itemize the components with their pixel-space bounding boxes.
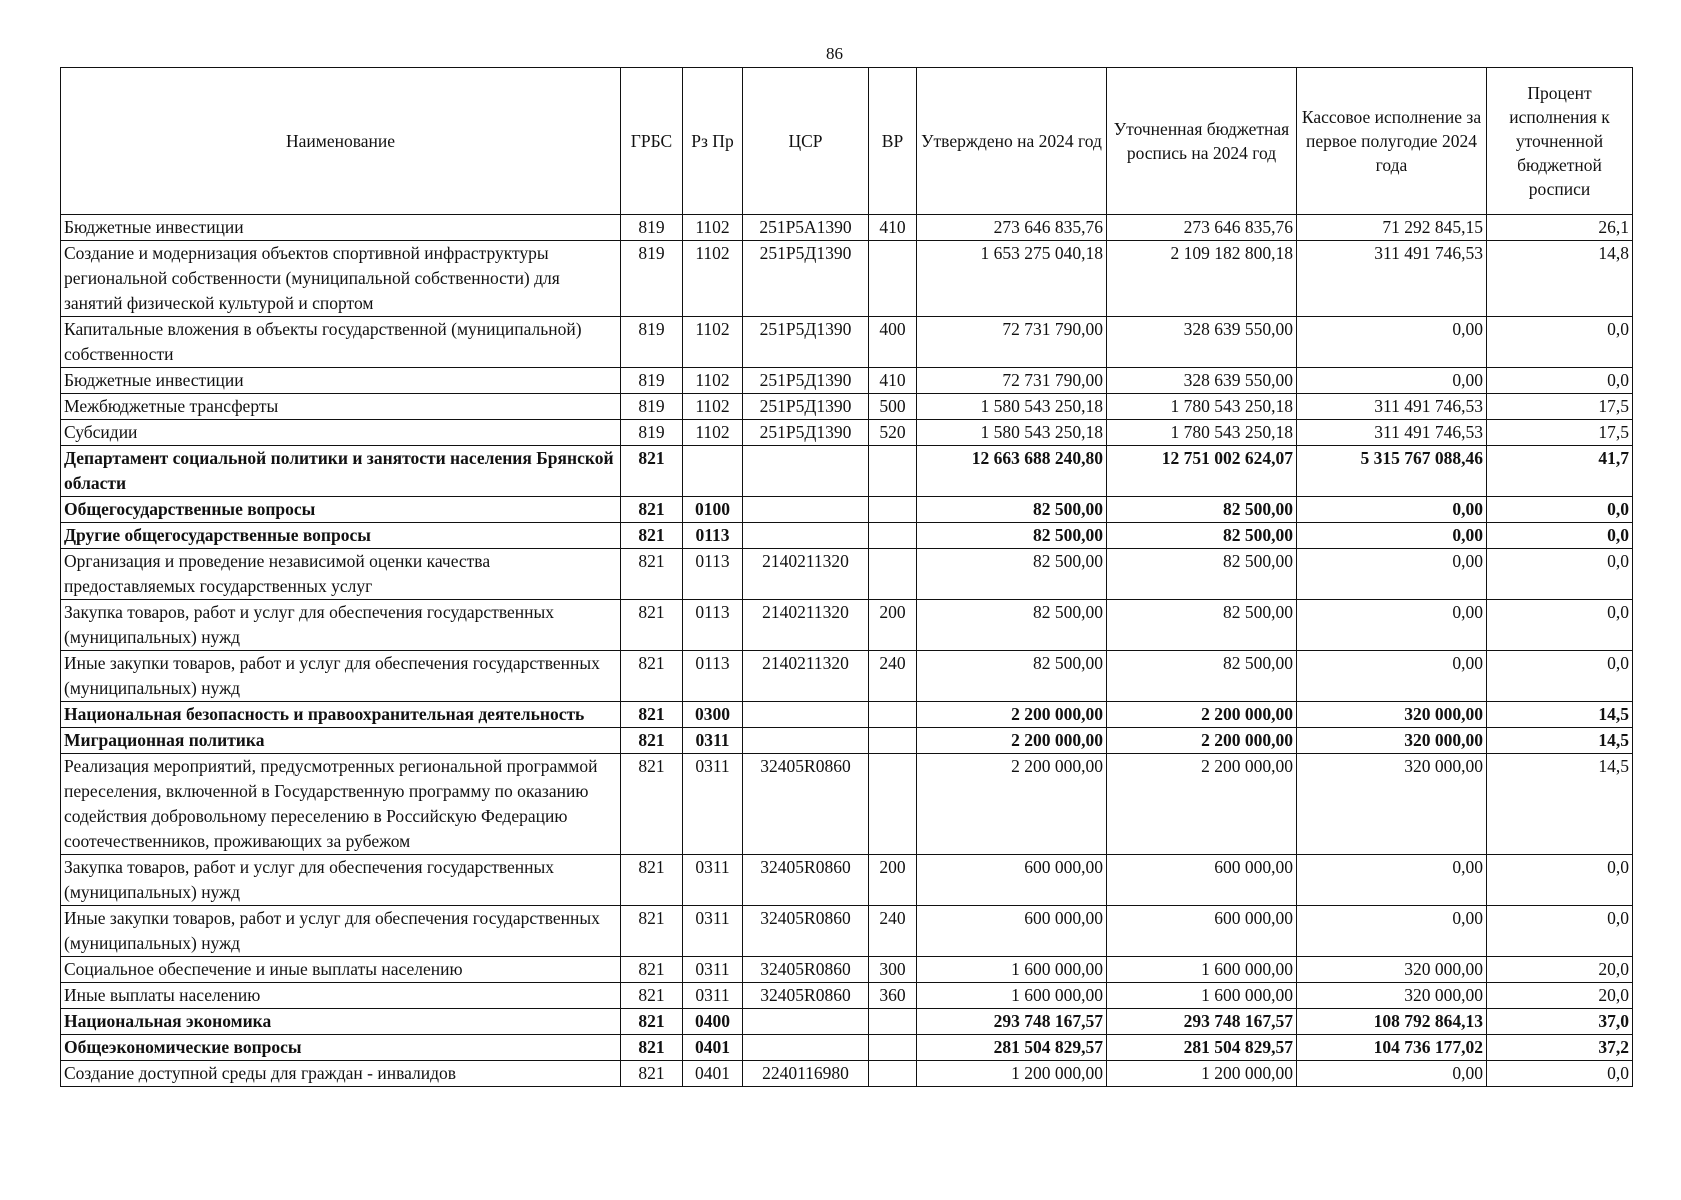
table-row [61,497,1633,523]
cell-approved: 281 504 829,57 [917,1035,1107,1061]
cell-approved: 82 500,00 [917,549,1107,600]
cell-refined: 1 200 000,00 [1107,1061,1297,1087]
cell-executed: 104 736 177,02 [1297,1035,1487,1061]
cell-rzpr: 0113 [683,600,743,651]
cell-rzpr: 0401 [683,1035,743,1061]
cell-vr [869,446,917,497]
cell-vr: 240 [869,906,917,957]
table-row [61,420,1633,446]
table-row [61,317,1633,368]
cell-refined: 1 600 000,00 [1107,983,1297,1009]
cell-grbs: 821 [621,906,683,957]
table-row [61,523,1633,549]
cell-refined: 600 000,00 [1107,855,1297,906]
cell-percent: 17,5 [1487,394,1633,420]
header-name: Наименование [61,68,621,215]
cell-grbs: 821 [621,1061,683,1087]
cell-name: Национальная безопасность и правоохранительная деятельность [61,702,621,728]
cell-csr [743,1009,869,1035]
cell-refined: 328 639 550,00 [1107,317,1297,368]
cell-csr [743,497,869,523]
cell-approved: 82 500,00 [917,523,1107,549]
cell-refined: 2 200 000,00 [1107,728,1297,754]
cell-rzpr: 0311 [683,855,743,906]
cell-vr: 520 [869,420,917,446]
cell-grbs: 821 [621,651,683,702]
cell-rzpr: 0311 [683,957,743,983]
cell-refined: 281 504 829,57 [1107,1035,1297,1061]
cell-csr: 32405R0860 [743,983,869,1009]
cell-rzpr: 0113 [683,523,743,549]
cell-refined: 1 780 543 250,18 [1107,394,1297,420]
cell-refined: 293 748 167,57 [1107,1009,1297,1035]
cell-rzpr: 0100 [683,497,743,523]
cell-csr: 251P5Д1390 [743,368,869,394]
cell-name: Общеэкономические вопросы [61,1035,621,1061]
table-row [61,651,1633,702]
header-csr: ЦСР [743,68,869,215]
cell-approved: 600 000,00 [917,906,1107,957]
table-row [61,754,1633,855]
table-row [61,368,1633,394]
cell-vr [869,241,917,317]
cell-csr: 32405R0860 [743,906,869,957]
cell-name: Создание доступной среды для граждан - инвалидов [61,1061,621,1087]
cell-csr: 251P5Д1390 [743,317,869,368]
cell-refined: 273 646 835,76 [1107,215,1297,241]
cell-grbs: 821 [621,983,683,1009]
cell-vr [869,1035,917,1061]
cell-name: Иные закупки товаров, работ и услуг для обеспечения государственных (муниципальных) нужд [61,651,621,702]
cell-rzpr: 0300 [683,702,743,728]
cell-executed: 311 491 746,53 [1297,241,1487,317]
cell-approved: 82 500,00 [917,651,1107,702]
cell-rzpr: 1102 [683,394,743,420]
cell-vr: 400 [869,317,917,368]
cell-grbs: 821 [621,728,683,754]
cell-executed: 0,00 [1297,523,1487,549]
cell-percent: 14,5 [1487,702,1633,728]
cell-rzpr: 1102 [683,368,743,394]
cell-refined: 328 639 550,00 [1107,368,1297,394]
cell-percent: 20,0 [1487,983,1633,1009]
cell-rzpr: 1102 [683,420,743,446]
cell-percent: 37,2 [1487,1035,1633,1061]
cell-grbs: 821 [621,600,683,651]
cell-csr: 32405R0860 [743,855,869,906]
cell-approved: 1 653 275 040,18 [917,241,1107,317]
cell-vr: 410 [869,368,917,394]
cell-approved: 1 600 000,00 [917,957,1107,983]
cell-grbs: 821 [621,446,683,497]
cell-vr: 500 [869,394,917,420]
header-refined: Уточненная бюджетная роспись на 2024 год [1107,68,1297,215]
cell-rzpr: 0113 [683,549,743,600]
header-rzpr: Рз Пр [683,68,743,215]
cell-vr [869,497,917,523]
cell-approved: 12 663 688 240,80 [917,446,1107,497]
cell-executed: 0,00 [1297,317,1487,368]
table-body [61,215,1633,1087]
cell-csr: 32405R0860 [743,957,869,983]
header-vr: ВР [869,68,917,215]
cell-csr: 2140211320 [743,600,869,651]
cell-executed: 320 000,00 [1297,957,1487,983]
cell-executed: 320 000,00 [1297,754,1487,855]
cell-approved: 1 200 000,00 [917,1061,1107,1087]
cell-executed: 0,00 [1297,368,1487,394]
cell-csr: 2140211320 [743,549,869,600]
cell-executed: 0,00 [1297,855,1487,906]
cell-name: Создание и модернизация объектов спортивной инфраструктуры региональной собственности (муниципальной собственности) для занятий физической культурой и спортом [61,241,621,317]
cell-rzpr: 1102 [683,241,743,317]
cell-csr [743,702,869,728]
cell-percent: 20,0 [1487,957,1633,983]
cell-refined: 1 780 543 250,18 [1107,420,1297,446]
table-row [61,1035,1633,1061]
cell-percent: 17,5 [1487,420,1633,446]
cell-vr: 410 [869,215,917,241]
cell-refined: 82 500,00 [1107,600,1297,651]
budget-table [60,67,1633,1087]
cell-grbs: 819 [621,215,683,241]
cell-name: Социальное обеспечение и иные выплаты населению [61,957,621,983]
table-row [61,241,1633,317]
cell-refined: 2 200 000,00 [1107,702,1297,728]
cell-percent: 14,8 [1487,241,1633,317]
cell-percent: 0,0 [1487,497,1633,523]
cell-approved: 273 646 835,76 [917,215,1107,241]
cell-executed: 0,00 [1297,549,1487,600]
header-approved: Утверждено на 2024 год [917,68,1107,215]
cell-percent: 0,0 [1487,1061,1633,1087]
cell-refined: 600 000,00 [1107,906,1297,957]
cell-executed: 320 000,00 [1297,983,1487,1009]
table-row [61,446,1633,497]
cell-refined: 82 500,00 [1107,549,1297,600]
header-percent: Процент исполнения к уточненной бюджетной росписи [1487,68,1633,215]
cell-percent: 0,0 [1487,549,1633,600]
table-row [61,702,1633,728]
table-row [61,983,1633,1009]
cell-refined: 82 500,00 [1107,523,1297,549]
table-row [61,215,1633,241]
cell-csr: 251P5Д1390 [743,241,869,317]
cell-percent: 14,5 [1487,728,1633,754]
cell-percent: 0,0 [1487,600,1633,651]
cell-name: Иные выплаты населению [61,983,621,1009]
cell-approved: 293 748 167,57 [917,1009,1107,1035]
cell-grbs: 821 [621,855,683,906]
table-header [61,68,1633,215]
cell-csr: 32405R0860 [743,754,869,855]
cell-csr: 2240116980 [743,1061,869,1087]
cell-rzpr: 1102 [683,215,743,241]
cell-grbs: 819 [621,394,683,420]
cell-name: Реализация мероприятий, предусмотренных региональной программой переселения, включенной в Государственную программу по оказанию содействия добровольному переселению в Российскую Федерацию соотечественников, проживающих за рубежом [61,754,621,855]
table-row [61,600,1633,651]
cell-percent: 14,5 [1487,754,1633,855]
cell-approved: 82 500,00 [917,497,1107,523]
cell-name: Организация и проведение независимой оценки качества предоставляемых государственных услуг [61,549,621,600]
cell-refined: 12 751 002 624,07 [1107,446,1297,497]
table-row [61,549,1633,600]
cell-executed: 0,00 [1297,651,1487,702]
cell-name: Межбюджетные трансферты [61,394,621,420]
cell-approved: 1 580 543 250,18 [917,420,1107,446]
cell-refined: 2 109 182 800,18 [1107,241,1297,317]
cell-csr: 2140211320 [743,651,869,702]
cell-approved: 2 200 000,00 [917,728,1107,754]
cell-rzpr: 0311 [683,728,743,754]
cell-grbs: 821 [621,523,683,549]
cell-grbs: 821 [621,497,683,523]
cell-csr [743,1035,869,1061]
cell-rzpr: 1102 [683,317,743,368]
cell-percent: 26,1 [1487,215,1633,241]
cell-percent: 41,7 [1487,446,1633,497]
cell-percent: 37,0 [1487,1009,1633,1035]
cell-vr: 200 [869,855,917,906]
cell-name: Общегосударственные вопросы [61,497,621,523]
cell-executed: 71 292 845,15 [1297,215,1487,241]
cell-approved: 72 731 790,00 [917,317,1107,368]
cell-vr [869,728,917,754]
cell-approved: 82 500,00 [917,600,1107,651]
cell-name: Закупка товаров, работ и услуг для обеспечения государственных (муниципальных) нужд [61,600,621,651]
page-number: 86 [826,44,843,63]
cell-grbs: 819 [621,368,683,394]
cell-csr [743,728,869,754]
header-grbs: ГРБС [621,68,683,215]
cell-name: Субсидии [61,420,621,446]
cell-executed: 0,00 [1297,906,1487,957]
cell-percent: 0,0 [1487,368,1633,394]
header-executed: Кассовое исполнение за первое полугодие 2024 года [1297,68,1487,215]
cell-vr: 200 [869,600,917,651]
cell-csr: 251P5Д1390 [743,420,869,446]
cell-percent: 0,0 [1487,906,1633,957]
cell-approved: 2 200 000,00 [917,754,1107,855]
cell-grbs: 819 [621,241,683,317]
cell-approved: 1 580 543 250,18 [917,394,1107,420]
cell-approved: 2 200 000,00 [917,702,1107,728]
cell-rzpr: 0113 [683,651,743,702]
cell-executed: 311 491 746,53 [1297,394,1487,420]
cell-grbs: 821 [621,1035,683,1061]
table-row [61,394,1633,420]
cell-executed: 0,00 [1297,1061,1487,1087]
cell-name: Закупка товаров, работ и услуг для обеспечения государственных (муниципальных) нужд [61,855,621,906]
cell-percent: 0,0 [1487,317,1633,368]
cell-csr [743,446,869,497]
cell-executed: 320 000,00 [1297,702,1487,728]
cell-executed: 320 000,00 [1297,728,1487,754]
cell-vr: 360 [869,983,917,1009]
cell-rzpr: 0311 [683,754,743,855]
table-row [61,1009,1633,1035]
cell-name: Департамент социальной политики и занятости населения Брянской области [61,446,621,497]
cell-refined: 1 600 000,00 [1107,957,1297,983]
table-row [61,906,1633,957]
cell-rzpr [683,446,743,497]
cell-vr: 300 [869,957,917,983]
cell-vr [869,1009,917,1035]
cell-refined: 82 500,00 [1107,651,1297,702]
cell-grbs: 821 [621,754,683,855]
cell-csr: 251P5A1390 [743,215,869,241]
cell-csr: 251P5Д1390 [743,394,869,420]
cell-approved: 600 000,00 [917,855,1107,906]
cell-grbs: 821 [621,957,683,983]
cell-grbs: 819 [621,317,683,368]
cell-executed: 0,00 [1297,600,1487,651]
cell-rzpr: 0311 [683,906,743,957]
cell-vr [869,1061,917,1087]
cell-vr: 240 [869,651,917,702]
cell-grbs: 819 [621,420,683,446]
cell-percent: 0,0 [1487,855,1633,906]
cell-rzpr: 0401 [683,1061,743,1087]
cell-grbs: 821 [621,1009,683,1035]
cell-refined: 82 500,00 [1107,497,1297,523]
cell-percent: 0,0 [1487,523,1633,549]
cell-rzpr: 0400 [683,1009,743,1035]
cell-vr [869,549,917,600]
cell-approved: 1 600 000,00 [917,983,1107,1009]
cell-refined: 2 200 000,00 [1107,754,1297,855]
cell-grbs: 821 [621,702,683,728]
cell-rzpr: 0311 [683,983,743,1009]
cell-name: Бюджетные инвестиции [61,368,621,394]
cell-percent: 0,0 [1487,651,1633,702]
cell-executed: 311 491 746,53 [1297,420,1487,446]
cell-executed: 0,00 [1297,497,1487,523]
cell-csr [743,523,869,549]
cell-vr [869,523,917,549]
cell-executed: 5 315 767 088,46 [1297,446,1487,497]
cell-name: Капитальные вложения в объекты государственной (муниципальной) собственности [61,317,621,368]
cell-executed: 108 792 864,13 [1297,1009,1487,1035]
table-row [61,728,1633,754]
table-row [61,1061,1633,1087]
cell-approved: 72 731 790,00 [917,368,1107,394]
cell-vr [869,702,917,728]
cell-name: Национальная экономика [61,1009,621,1035]
cell-name: Иные закупки товаров, работ и услуг для обеспечения государственных (муниципальных) нужд [61,906,621,957]
table-row [61,957,1633,983]
cell-grbs: 821 [621,549,683,600]
cell-name: Другие общегосударственные вопросы [61,523,621,549]
cell-name: Миграционная политика [61,728,621,754]
cell-vr [869,754,917,855]
cell-name: Бюджетные инвестиции [61,215,621,241]
table-row [61,855,1633,906]
